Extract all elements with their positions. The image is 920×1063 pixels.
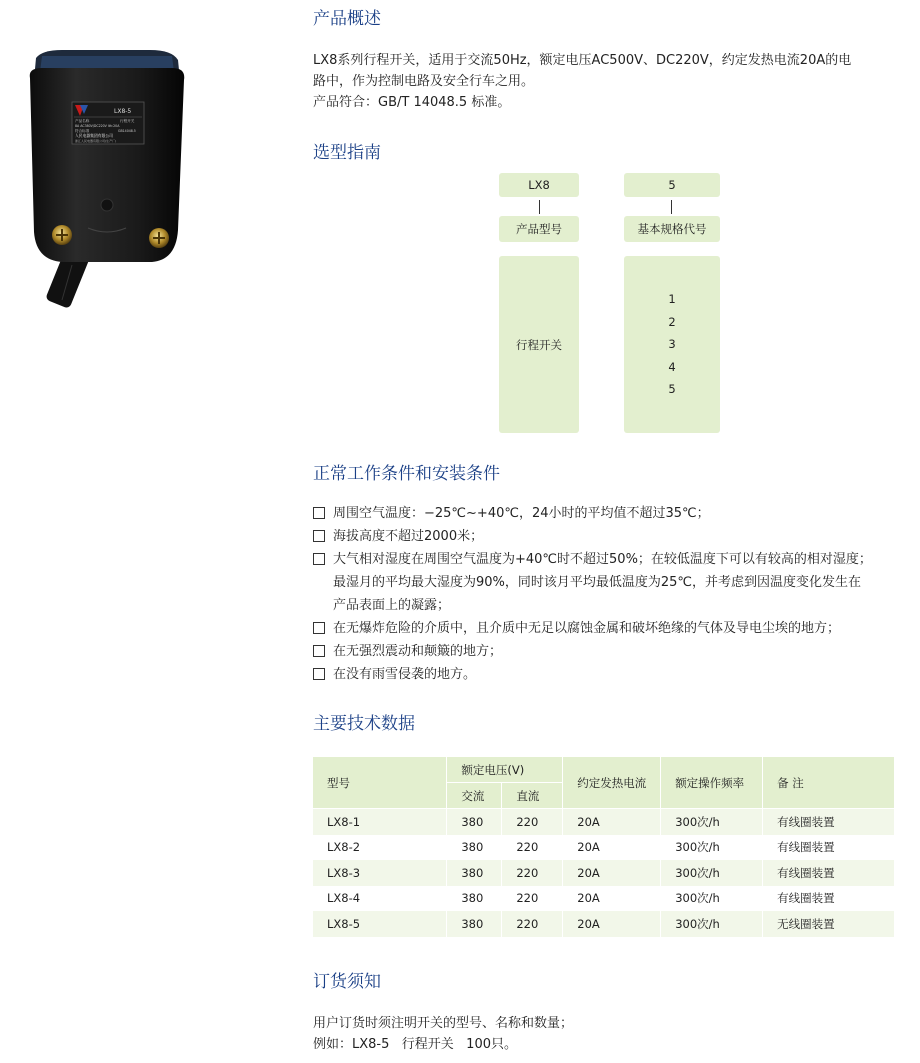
overview-line-2: 路中，作为控制电路及安全行车之用。	[313, 74, 535, 89]
section-title-conditions: 正常工作条件和安装条件	[313, 464, 500, 484]
header-ac: 交流	[447, 783, 502, 809]
condition-item: 周围空气温度：−25℃~+40℃，24小时的平均值不超过35℃；	[313, 502, 872, 525]
section-title-tech: 主要技术数据	[313, 714, 415, 734]
spec-code: 4	[668, 359, 676, 374]
order-line-1: 用户订货时须注明开关的型号、名称和数量；	[313, 1016, 574, 1031]
checkbox-icon	[313, 668, 325, 680]
model-code-box: LX8	[499, 173, 579, 197]
header-frequency: 额定操作频率	[661, 757, 763, 809]
table-row: LX8-5 380 220 20A 300次/h 无线圈装置	[313, 911, 895, 937]
checkbox-icon	[313, 530, 325, 542]
condition-item: 在无爆炸危险的介质中，且介质中无足以腐蚀金属和破坏绝缘的气体及导电尘埃的地方；	[313, 617, 872, 640]
header-note: 备 注	[763, 757, 895, 809]
terminal-screw-left	[52, 225, 72, 245]
condition-continuation: 产品表面上的凝露；	[333, 598, 451, 613]
condition-continuation: 最湿月的平均最大湿度为90%，同时该月平均最低温度为25℃，并考虑到因温度变化发生在	[333, 575, 862, 590]
condition-item: 海拔高度不超过2000米；	[313, 525, 872, 548]
table-row: LX8-4 380 220 20A 300次/h 有线圈装置	[313, 886, 895, 912]
tech-data-table	[313, 757, 895, 937]
section-title-order: 订货须知	[313, 972, 381, 992]
section-title-guide: 选型指南	[313, 143, 381, 163]
order-text	[313, 1013, 903, 1055]
spec-code: 3	[668, 337, 676, 352]
spec-code: 5	[668, 382, 676, 397]
spec-codes-box	[624, 256, 720, 433]
spec-code: 1	[668, 292, 676, 307]
model-label-box: 产品型号	[499, 216, 579, 242]
header-model: 型号	[313, 757, 447, 809]
header-voltage: 额定电压(V)	[447, 757, 563, 783]
connector-line	[671, 200, 672, 214]
condition-item: 在没有雨雪侵袭的地方。	[313, 663, 872, 686]
checkbox-icon	[313, 622, 325, 634]
svg-text:行程开关: 行程开关	[120, 119, 135, 123]
checkbox-icon	[313, 507, 325, 519]
svg-text:8A AC380V/DC220V Ith:20A: 8A AC380V/DC220V Ith:20A	[75, 124, 120, 128]
condition-item: 大气相对湿度在周围空气温度为+40℃时不超过50%；在较低温度下可以有较高的相对湿度；	[313, 548, 872, 571]
product-image	[22, 50, 192, 310]
table-row: LX8-3 380 220 20A 300次/h 有线圈装置	[313, 860, 895, 886]
checkbox-icon	[313, 645, 325, 657]
spec-code-box: 5	[624, 173, 720, 197]
svg-text:人民电器集团有限公司: 人民电器集团有限公司	[75, 133, 113, 138]
section-title-overview: 产品概述	[313, 9, 381, 29]
spec-code: 2	[668, 314, 676, 329]
terminal-screw-right	[149, 228, 169, 248]
svg-text:符合标准: 符合标准	[75, 129, 90, 133]
conditions-list	[313, 502, 872, 686]
overview-text	[313, 50, 903, 113]
svg-text:产品名称: 产品名称	[75, 119, 90, 123]
overview-line-1: LX8系列行程开关，适用于交流50Hz，额定电压AC500V、DC220V，约定发热电流20A的电	[313, 53, 852, 68]
header-current: 约定发热电流	[563, 757, 661, 809]
order-line-2: 例如：LX8-5 行程开关 100只。	[313, 1037, 517, 1052]
checkbox-icon	[313, 553, 325, 565]
condition-item: 在无强烈震动和颠簸的地方；	[313, 640, 872, 663]
table-row: LX8-2 380 220 20A 300次/h 有线圈装置	[313, 835, 895, 861]
connector-line	[539, 200, 540, 214]
nameplate-model: LX8-5	[114, 108, 132, 115]
spec-codes-list	[668, 288, 675, 401]
nameplate	[72, 102, 144, 144]
table-row: LX8-1 380 220 20A 300次/h 有线圈装置	[313, 809, 895, 835]
spec-label-box: 基本规格代号	[624, 216, 720, 242]
svg-text:浙江人民电器有限公司(生产厂): 浙江人民电器有限公司(生产厂)	[75, 139, 117, 143]
model-desc-box: 行程开关	[499, 256, 579, 433]
overview-line-3: 产品符合：GB/T 14048.5 标准。	[313, 95, 511, 110]
header-dc: 直流	[502, 783, 563, 809]
svg-text:GB14048.5: GB14048.5	[118, 129, 136, 133]
